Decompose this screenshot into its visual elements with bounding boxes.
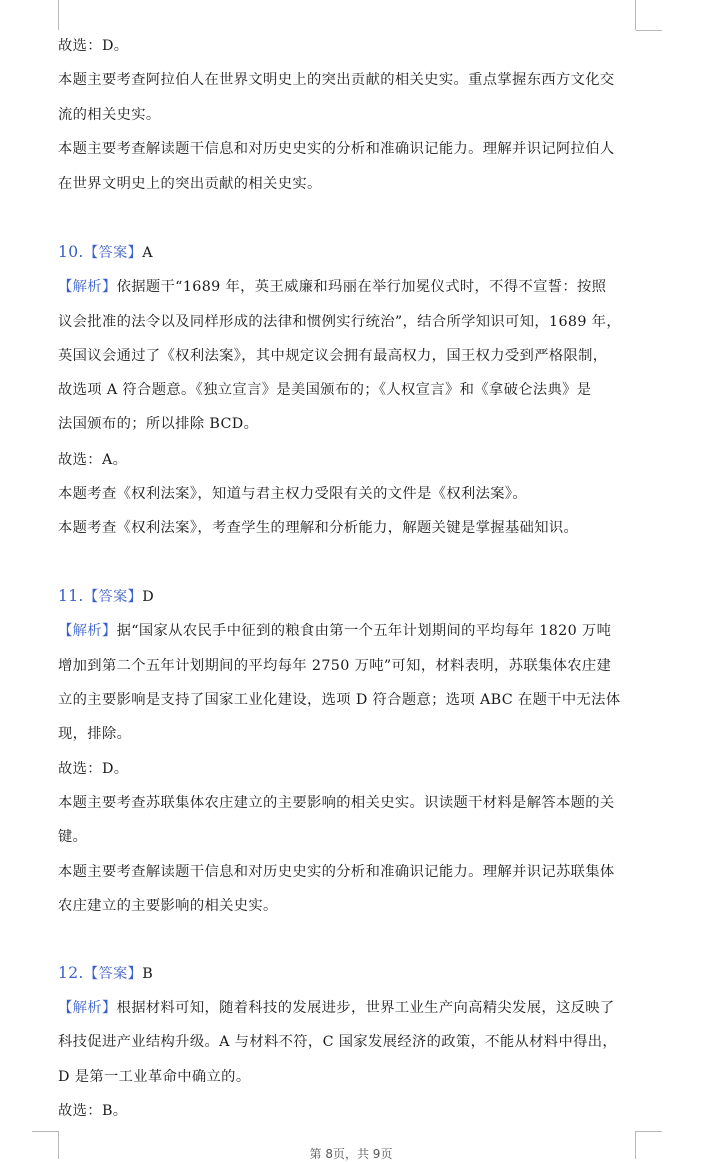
- summary-line: 本题主要考查阿拉伯人在世界文明史上的突出贡献的相关史实。重点掌握东西方文化交: [58, 72, 615, 88]
- corner-mark-top-right-v: [635, 0, 636, 30]
- analysis-line: [58, 277, 606, 297]
- comment-line: 农庄建立的主要影响的相关史实。: [58, 898, 278, 914]
- corner-mark-bottom-right-h: [636, 1131, 662, 1132]
- summary-line: 本题考查《权利法案》，知道与君主权力受限有关的文件是《权利法案》。: [58, 486, 528, 502]
- summary-line: 键。: [58, 829, 88, 845]
- analysis-line: 现，排除。: [58, 726, 132, 742]
- analysis-text: 根据材料可知，随着科技的发展进步，世界工业生产向高精尖发展，这反映了: [116, 1000, 615, 1016]
- corner-mark-bottom-left-h: [32, 1131, 58, 1132]
- comment-line: 本题主要考查解读题干信息和对历史史实的分析和准确识记能力。理解并识记苏联集体: [58, 864, 615, 880]
- corner-mark-top-left-v: [58, 0, 59, 30]
- q10-answer: A: [142, 245, 153, 261]
- analysis-line: [58, 621, 611, 641]
- q11-header: [58, 586, 154, 607]
- answer-tag: 【答案】: [83, 245, 143, 261]
- analysis-line: [58, 998, 615, 1018]
- analysis-text: 据“国家从农民手中征到的粮食由第一个五年计划期间的平均每年 1820 万吨: [116, 623, 612, 639]
- summary-line: 本题主要考查苏联集体农庄建立的主要影响的相关史实。识读题干材料是解答本题的关: [58, 795, 615, 811]
- answer-tag: 【答案】: [83, 589, 143, 605]
- q10-number: 10.: [58, 243, 84, 261]
- analysis-line: 法国颁布的；所以排除 BCD。: [58, 416, 259, 432]
- q12-header: [58, 963, 153, 984]
- q12-number: 12.: [58, 964, 84, 982]
- answer-tag: 【答案】: [83, 966, 143, 982]
- q11-number: 11.: [58, 587, 84, 605]
- comment-line: 在世界文明史上的突出贡献的相关史实。: [58, 176, 322, 192]
- analysis-line: 科技促进产业结构升级。A 与材料不符，C 国家发展经济的政策，不能从材料中得出，: [58, 1034, 618, 1050]
- choice-line: 故选：B。: [58, 1103, 128, 1119]
- q10-header: [58, 242, 153, 263]
- choice-line: 故选：D。: [58, 38, 129, 54]
- comment-line: 本题主要考查解读题干信息和对历史史实的分析和准确识记能力。理解并识记阿拉伯人: [58, 141, 615, 157]
- analysis-text: 依据题干“1689 年，英王威廉和玛丽在举行加冕仪式时，不得不宣誓：按照: [116, 279, 607, 295]
- page-footer: 第 8页，共 9页: [309, 1147, 393, 1161]
- q11-answer: D: [142, 589, 155, 605]
- q12-answer: B: [142, 966, 154, 982]
- analysis-line: 英国议会通过了《权利法案》，其中规定议会拥有最高权力，国王权力受到严格限制，: [58, 348, 608, 364]
- summary-line: 流的相关史实。: [58, 107, 161, 123]
- analysis-line: 增加到第二个五年计划期间的平均每年 2750 万吨”可知，材料表明，苏联集体农庄建: [58, 658, 612, 674]
- analysis-tag: 【解析】: [58, 623, 117, 639]
- analysis-tag: 【解析】: [58, 1000, 117, 1016]
- analysis-tag: 【解析】: [58, 279, 117, 295]
- analysis-line: 议会批准的法令以及同样形成的法律和惯例实行统治”，结合所学知识可知，1689 年，: [58, 314, 621, 330]
- corner-mark-top-right-h: [636, 30, 662, 31]
- choice-line: 故选：D。: [58, 761, 129, 777]
- choice-line: 故选：A。: [58, 452, 128, 468]
- analysis-line: D 是第一工业革命中确立的。: [58, 1069, 251, 1085]
- comment-line: 本题考查《权利法案》，考查学生的理解和分析能力，解题关键是掌握基础知识。: [58, 520, 579, 536]
- analysis-line: 故选项 A 符合题意。《独立宣言》是美国颁布的；《人权宣言》和《拿破仑法典》是: [58, 382, 592, 398]
- analysis-line: 立的主要影响是支持了国家工业化建设，选项 D 符合题意；选项 ABC 在题干中无法体: [58, 692, 621, 708]
